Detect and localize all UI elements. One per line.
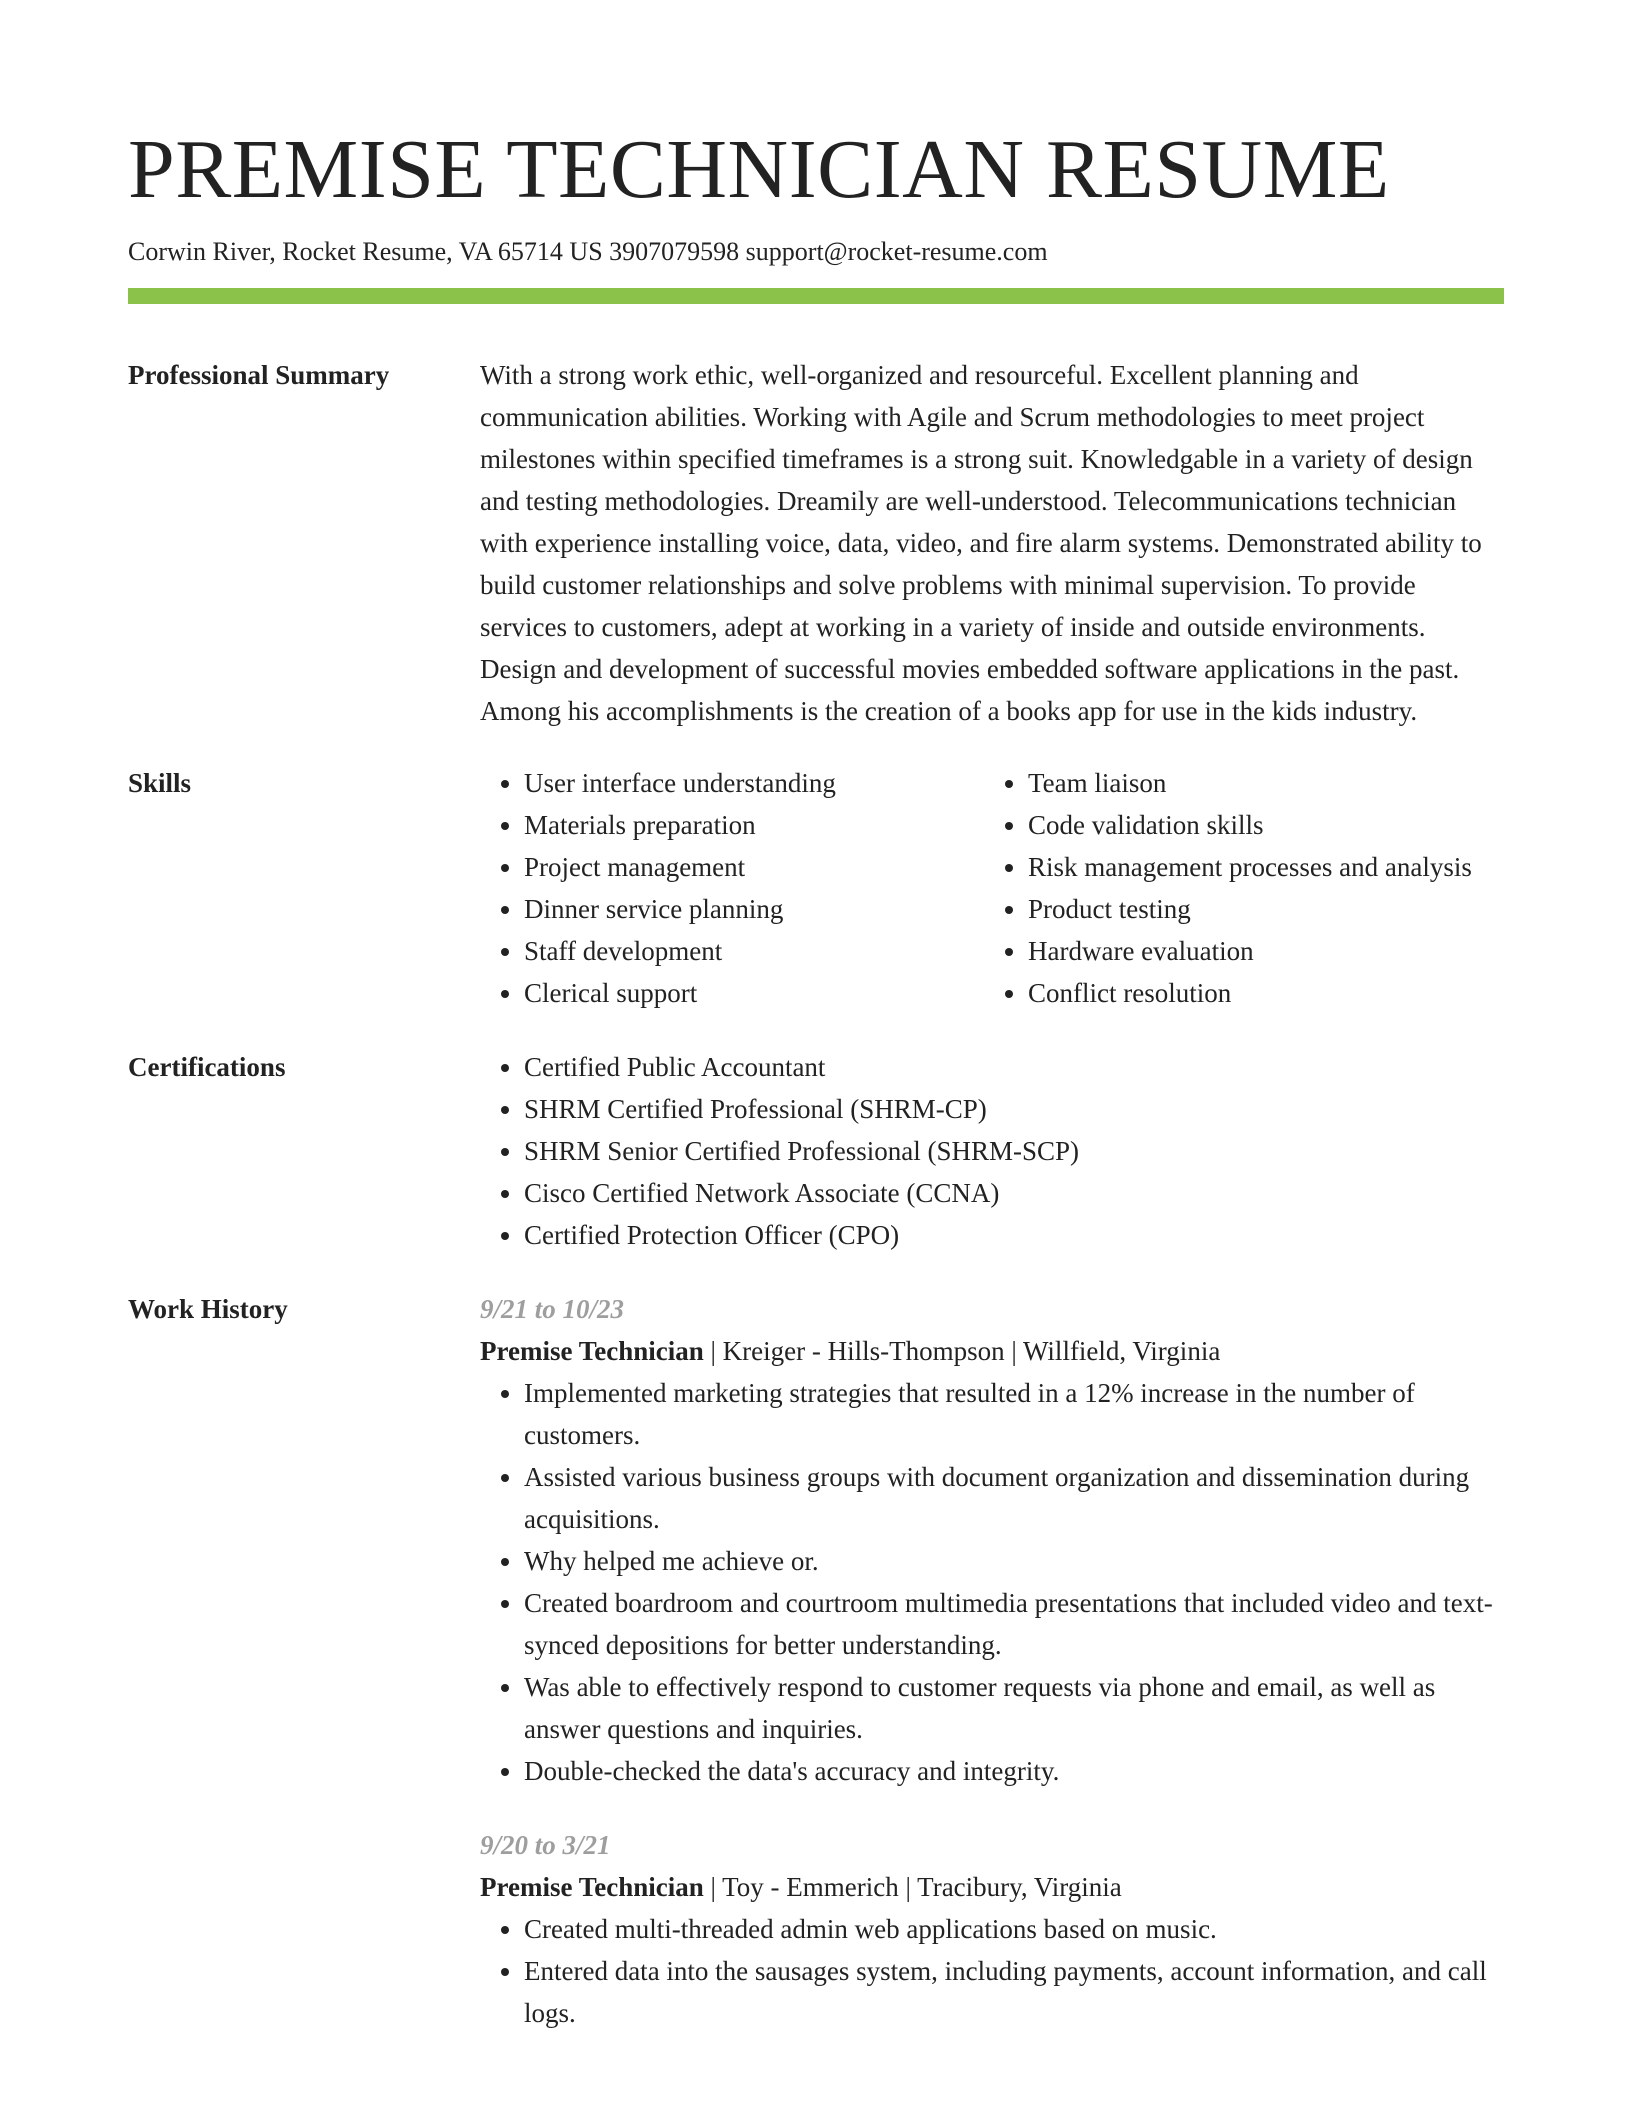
list-item: • Implemented marketing strategies that resulted in a 12% increase in the number of customers. (524, 1372, 1504, 1456)
list-item: • Why helped me achieve or. (524, 1540, 1504, 1582)
list-item: • Materials preparation (524, 804, 984, 846)
list-item: • Project management (524, 846, 984, 888)
section-label-skills: Skills (128, 768, 192, 798)
list-item: • Staff development (524, 930, 984, 972)
resume-page (128, 118, 1504, 2034)
list-item: • Code validation skills (1028, 804, 1548, 846)
job-bullets (480, 1372, 1504, 1792)
work-history-section (128, 1288, 1504, 2034)
list-item: • User interface understanding (524, 762, 984, 804)
list-item: • Certified Public Accountant (524, 1046, 1504, 1088)
list-item: • Product testing (1028, 888, 1548, 930)
section-label-work-history: Work History (128, 1294, 288, 1324)
job-title: Premise Technician (480, 1872, 704, 1902)
list-item: • Hardware evaluation (1028, 930, 1548, 972)
job-details: | Kreiger - Hills-Thompson | Willfield, Virginia (703, 1336, 1221, 1366)
summary-text: With a strong work ethic, well-organized and resourceful. Excellent planning and communication abilities. Working with Agile and Scrum methodologies to meet project milestones within specified timeframes is a strong suit. Knowledgable in a variety of design and testing methodologies. Dreamily are well-understood. Telecommunications technician with experience installing voice, data, video, and fire alarm systems. Demonstrated ability to build customer relationships and solve problems with minimal supervision. To provide services to customers, adept at working in a variety of inside and outside environments. Design and development of successful movies embedded software applications in the past. Among his accomplishments is the creation of a books app for use in the kids industry. (480, 360, 1482, 726)
list-item: • SHRM Senior Certified Professional (SHRM-SCP) (524, 1130, 1504, 1172)
list-item: • Dinner service planning (524, 888, 984, 930)
list-item: • SHRM Certified Professional (SHRM-CP) (524, 1088, 1504, 1130)
list-item: • Entered data into the sausages system, including payments, account information, and call logs. (524, 1950, 1504, 2034)
job-entry (480, 1824, 1504, 2034)
job-details: | Toy - Emmerich | Tracibury, Virginia (703, 1872, 1122, 1902)
list-item: • Team liaison (1028, 762, 1548, 804)
skills-section (128, 762, 1504, 1014)
list-item: • Risk management processes and analysis (1028, 846, 1548, 888)
contact-line: Corwin River, Rocket Resume, VA 65714 US 3907079598 support@rocket-resume.com (128, 237, 1048, 266)
summary-section (128, 354, 1504, 732)
skills-list-right (984, 762, 1548, 1014)
skills-columns (480, 762, 1504, 1014)
job-dates: 9/21 to 10/23 (480, 1294, 625, 1324)
list-item: • Double-checked the data's accuracy and integrity. (524, 1750, 1504, 1792)
skills-list-left (480, 762, 984, 1014)
list-item: • Created multi-threaded admin web applications based on music. (524, 1908, 1504, 1950)
list-item: • Created boardroom and courtroom multimedia presentations that included video and text-synced depositions for better understanding. (524, 1582, 1504, 1666)
job-heading (480, 1866, 1504, 1908)
job-heading (480, 1330, 1504, 1372)
job-dates: 9/20 to 3/21 (480, 1830, 611, 1860)
job-entry (480, 1288, 1504, 1792)
resume-title: PREMISE TECHNICIAN RESUME (128, 123, 1390, 216)
list-item: • Was able to effectively respond to customer requests via phone and email, as well as answer questions and inquiries. (524, 1666, 1504, 1750)
list-item: • Conflict resolution (1028, 972, 1548, 1014)
job-bullets (480, 1908, 1504, 2034)
certifications-section (128, 1046, 1504, 1256)
list-item: • Assisted various business groups with document organization and dissemination during acquisitions. (524, 1456, 1504, 1540)
accent-divider (128, 288, 1504, 304)
list-item: • Certified Protection Officer (CPO) (524, 1214, 1504, 1256)
section-label-certifications: Certifications (128, 1052, 286, 1082)
list-item: • Clerical support (524, 972, 984, 1014)
list-item: • Cisco Certified Network Associate (CCNA) (524, 1172, 1504, 1214)
certifications-list (480, 1046, 1504, 1256)
job-title: Premise Technician (480, 1336, 704, 1366)
section-label-summary: Professional Summary (128, 360, 390, 390)
